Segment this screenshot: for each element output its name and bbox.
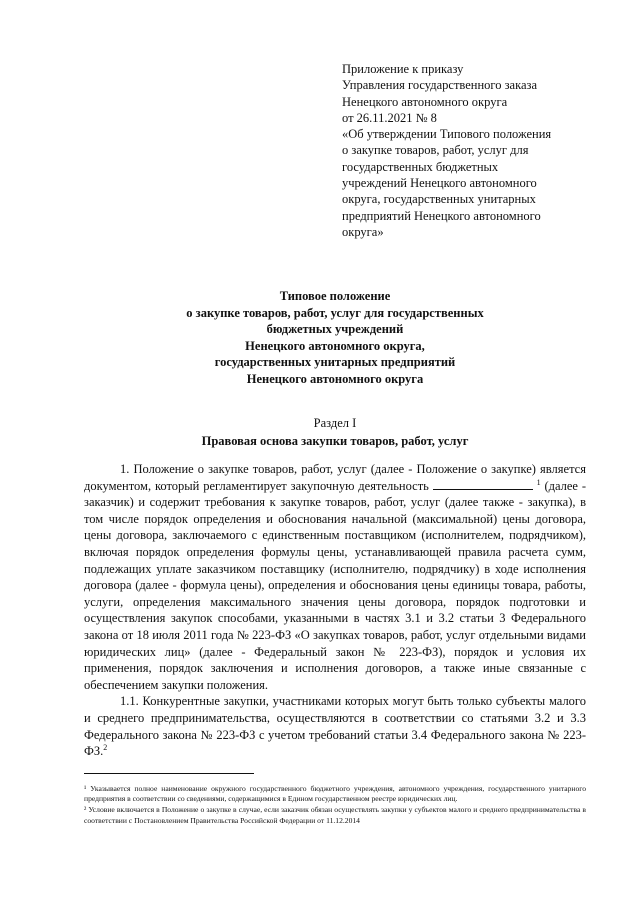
title-line: Ненецкого автономного округа: [246, 371, 424, 386]
appendix-block: [342, 61, 612, 240]
paragraph-1-text-a: 1. Положение о закупке товаров, работ, услуг (далее - Положение о закупке) является документом, который регламентирует закупочную деятельность: [84, 462, 586, 493]
appendix-line: Управления государственного заказа: [342, 78, 538, 93]
paragraph-1-1-text: 1.1. Конкурентные закупки, участниками которых могут быть только субъекты малого и среднего предпринимательства, осуществляются в соответствии со статьями 3.2 и 3.3 Федерального закона № 223-ФЗ с учетом требований статьи 3.4 Федерального закона № 223-ФЗ.: [84, 694, 586, 759]
title-line: бюджетных учреждений: [266, 322, 404, 336]
section-heading: Правовая основа закупки товаров, работ, услуг: [201, 434, 469, 448]
title-line: о закупке товаров, работ, услуг для государственных: [186, 305, 484, 320]
appendix-line: учреждений Ненецкого автономного: [342, 176, 537, 191]
appendix-line: «Об утверждении Типового положения: [342, 127, 552, 142]
section-number: Раздел I: [313, 416, 357, 430]
title-line: государственных унитарных предприятий: [214, 355, 456, 369]
footnote-2: ² Условие включается в Положение о закупке в случае, если заказчик обязан осуществлять закупки у субъектов малого и среднего предпринимательства в соответствии с Постановлением Правительства Российской Федерации от 11.12.2014: [84, 805, 586, 825]
title-line: Ненецкого автономного округа,: [245, 338, 425, 353]
appendix-line: Приложение к приказу: [342, 62, 464, 76]
footnote-ref-1: 1: [536, 477, 541, 487]
appendix-line: государственных бюджетных: [342, 159, 499, 174]
appendix-line: Ненецкого автономного округа: [342, 94, 508, 109]
paragraph-1: [84, 461, 586, 693]
footnote-ref-2: 2: [103, 742, 108, 752]
footnotes: [84, 784, 586, 826]
title-line: Типовое положение: [279, 289, 391, 303]
paragraph-1-text-b: (далее - заказчик) и содержит требования к закупке товаров, работ, услуг (далее также - закупка), в том числе порядок определения и обоснования начальной (максимальной) цены договора, цены договора, заключаемого с единственным поставщиком (исполнителем, подрядчиком), включая порядок определения формулы цены, устанавливающей правила расчета сумм, подлежащих уплате заказчиком поставщику (исполнителю, подрядчику) в ходе исполнения договора (далее - формула цены), определения и обоснования цены единицы товара, работы, услуги, определения максимального значения цены договора, порядок подготовки и осуществления закупок способами, указанными в частях 3.1 и 3.2 статьи 3 Федерального закона от 18 июля 2011 года № 223-ФЗ «О закупках товаров, работ, услуг отдельными видами юридических лиц» (далее - Федеральный закон № 223-ФЗ), порядок и условия их применения, порядок заключения и исполнения договоров, а также иные связанные с обеспечением закупки положения.: [84, 478, 586, 692]
appendix-line: округа»: [342, 224, 384, 239]
paragraph-1-1: [84, 693, 586, 759]
fill-in-blank: [433, 478, 533, 490]
footnote-1: ¹ Указывается полное наименование окружного государственного бюджетного учреждения, автономного учреждения, государственного унитарного предприятия в соответствии со сведениями, содержащимися в Едином государственном реестре юридических лиц.: [84, 784, 586, 804]
appendix-line: о закупке товаров, работ, услуг для: [342, 143, 529, 158]
footnote-divider: [84, 773, 254, 774]
document-title: [80, 288, 590, 387]
appendix-line: предприятий Ненецкого автономного: [342, 208, 541, 223]
appendix-line: округа, государственных унитарных: [342, 192, 536, 207]
body-text: [84, 461, 586, 760]
appendix-line: от 26.11.2021 № 8: [342, 110, 437, 125]
